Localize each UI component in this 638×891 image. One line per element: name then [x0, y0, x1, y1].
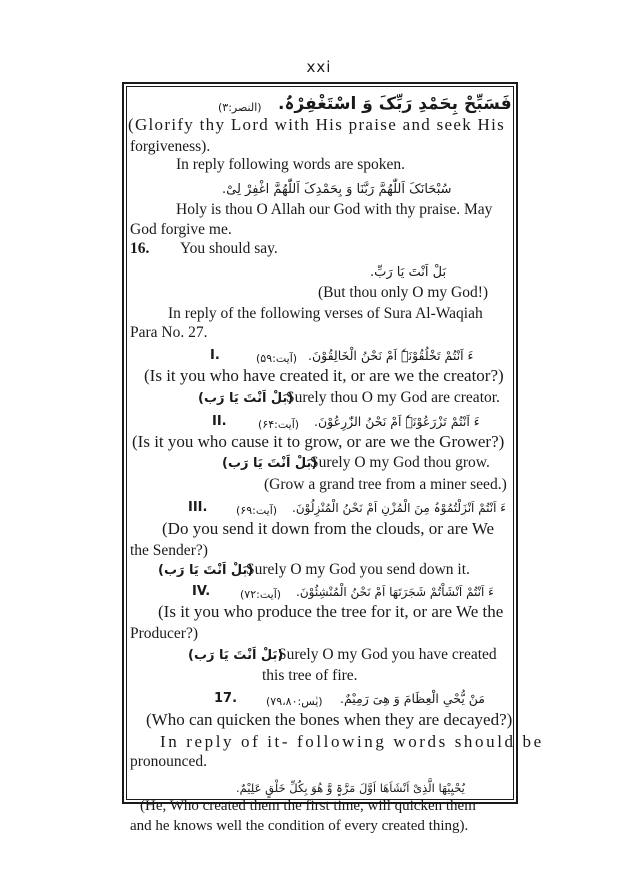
body-line: pronounced. [130, 753, 208, 770]
verse-reference: (یٰس:۷۹،۸۰) [266, 695, 323, 708]
arabic-verse: مَنْ یُّحْیِ الْعِظَامَ وَ ھِیَ رَمِیْمٌ. [340, 691, 486, 706]
arabic-verse: ءَ اَنْتُمْ اَنْزَلْتُمُوْہُ مِنَ الْمُزْنِ اَمْ نَحْنُ الْمُنْزِلُوْنَ. [292, 501, 506, 515]
body-line: Para No. 27. [130, 324, 208, 341]
translation-line: Surely thou O my God are creator. [286, 389, 500, 406]
verse-reference: (آیت:۵۹) [256, 352, 298, 365]
arabic-phrase: (بَلْ اَنْتَ یَا رَب) [158, 563, 254, 578]
arabic-phrase: (بَلْ اَنْتَ یَا رَب) [198, 391, 294, 406]
translation-line: Surely O my God thou grow. [310, 454, 490, 471]
translation-line: and he knows well the condition of every created thing). [130, 818, 469, 834]
body-line: In reply following words are spoken. [176, 156, 406, 173]
translation-line: (He, Who created them the first time, will quicken them [140, 798, 476, 814]
verse-reference: (النصر:۳) [218, 101, 262, 114]
translation-line: (Is it you who cause it to grow, or are we the Grower?) [132, 432, 505, 451]
item-number: 16. [130, 240, 150, 257]
verse-number: I. [210, 348, 220, 363]
translation-line: (But thou only O my God!) [318, 284, 489, 301]
arabic-verse: فَسَبِّحْ بِحَمْدِ رَبِّکَ وَ اسْتَغْفِرْہُ. [278, 94, 512, 114]
body-line: You should say. [180, 240, 278, 257]
arabic-verse: یُحْیِیْھَا الَّذِیْ اَنْشَاَھَا اَوَّلَ مَرَّۃٍ وَّ ھُوَ بِکُلِّ خَلْقٍ عَلِیْمٌ. [236, 781, 465, 795]
translation-line: (Who can quicken the bones when they are decayed?) [146, 710, 513, 729]
verse-number: III. [188, 500, 208, 515]
translation-line: (Is it you who have created it, or are we the creator?) [144, 366, 504, 385]
verse-reference: (آیت:۶۹) [236, 504, 278, 517]
translation-line: (Is it you who produce the tree for it, or are We the [158, 602, 504, 621]
translation-line: (Glorify thy Lord with His praise and seek His [128, 115, 506, 134]
verse-number: II. [212, 414, 227, 429]
arabic-phrase: (بَلْ اَنْتَ یَا رَب) [222, 456, 318, 471]
body-line: In reply of it- following words should be [160, 732, 544, 751]
arabic-verse: سُبْحَانَکَ اَللّٰھُمَّ رَبَّنَا وَ بِحَمْدِکَ اَللّٰھُمَّ اغْفِرْ لِیْ. [222, 182, 452, 197]
translation-line: forgiveness). [130, 138, 211, 155]
translation-line: Surely O my God you send down it. [246, 561, 470, 578]
page-number: xxi [306, 58, 332, 76]
verse-reference: (آیت:۷۲) [240, 588, 282, 601]
arabic-verse: ءَ اَنْتُمْ تَزْرَعُوْنَہٗ اَمْ نَحْنُ الزّٰرِعُوْنَ. [314, 414, 480, 429]
translation-line: God forgive me. [130, 221, 232, 238]
translation-line: Producer?) [130, 625, 198, 642]
arabic-phrase: (بَلْ اَنْتَ یَا رَب) [188, 648, 284, 663]
arabic-verse: ءَ اَنْتُمْ اَنْشَاْتُمْ شَجَرَتَھَا اَمْ نَحْنُ الْمُنْشِئُوْنَ. [296, 585, 494, 599]
translation-line: the Sender?) [130, 542, 208, 559]
body-line: In reply of the following verses of Sura Al-Waqiah [168, 305, 483, 322]
translation-line: Surely O my God you have created [278, 646, 497, 663]
translation-line: (Do you send it down from the clouds, or are We [162, 519, 495, 538]
verse-reference: (آیت:۶۴) [258, 418, 300, 431]
translation-line: this tree of fire. [262, 667, 358, 684]
translation-line: (Grow a grand tree from a miner seed.) [264, 476, 507, 493]
translation-line: Holy is thou O Allah our God with thy praise. May [176, 201, 493, 218]
arabic-verse: بَلْ اَنْتَ یَا رَبِّ. [370, 265, 447, 280]
item-number: 17. [214, 691, 238, 706]
verse-number: IV. [192, 584, 211, 599]
arabic-verse: ءَ اَنْتُمْ تَخْلُقُوْنَہٗ اَمْ نَحْنُ الْخَالِقُوْنَ. [308, 348, 474, 363]
